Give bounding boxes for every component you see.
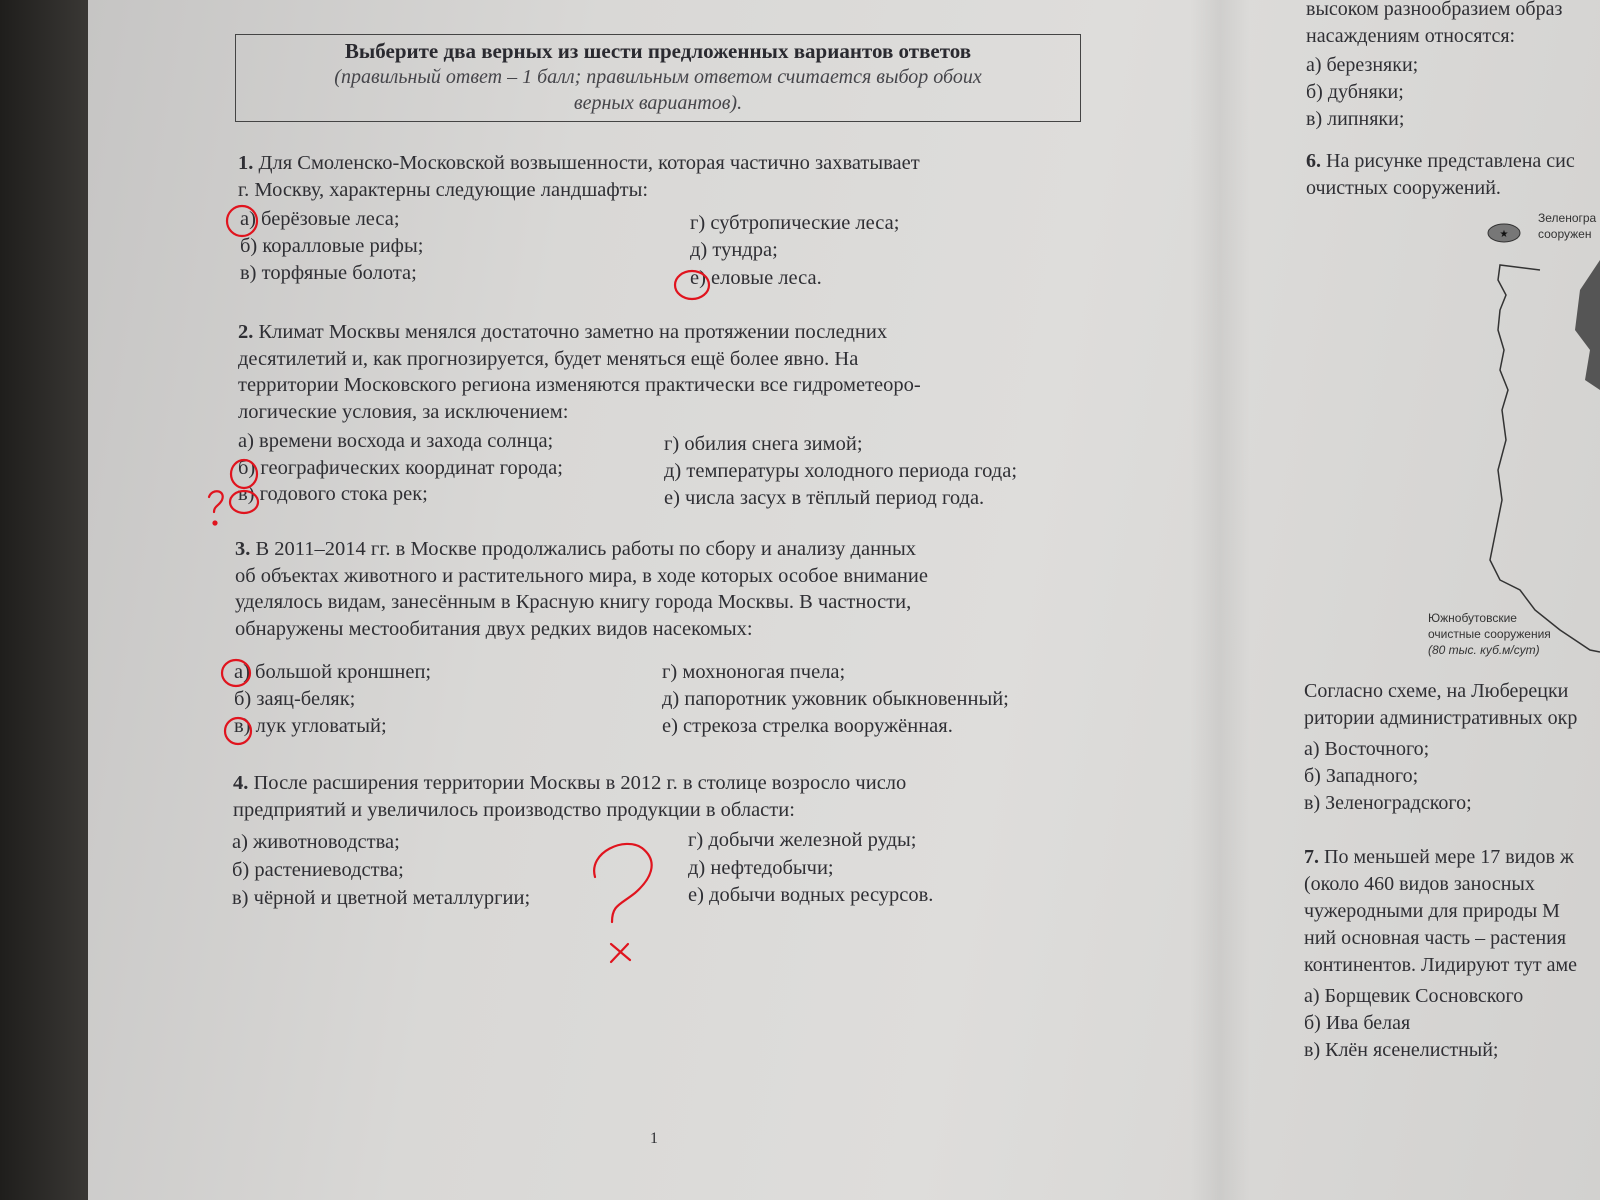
q4-option-d[interactable]: д) нефтедобычи; [688,857,834,879]
right-question-6-options [1304,736,1472,817]
map-shaded-district [1575,260,1600,390]
q2-option-g[interactable]: г) обилия снега зимой; [664,433,863,455]
q1-option-g[interactable]: г) субтропические леса; [690,212,900,234]
q1-option-a[interactable]: а) берёзовые леса; [240,208,400,230]
right-q7-option-b[interactable]: б) Ива белая [1304,1012,1411,1034]
right-question-6-line-1 [1306,148,1575,175]
right-question-6 [1306,148,1575,202]
right-question-7-options [1304,983,1523,1064]
right-question-6-text-1: На рисунке представлена сис [1326,150,1575,172]
right-top-text [1306,0,1562,50]
question-1 [238,150,1073,203]
question-3-text-4: обнаружены местообитания двух редких видов насекомых: [235,617,753,640]
q4-option-e[interactable]: е) добычи водных ресурсов. [688,884,934,906]
right-question-7-text-5: континентов. Лидируют тут аме [1304,954,1577,976]
question-3-text-3: уделялось видам, занесённым в Красную книгу города Москвы. В частности, [235,591,912,613]
instruction-note-line1: (правильный ответ – 1 балл; правильным ответом считается выбор обоих [334,66,982,88]
right-top-line-1: высоком разнообразием образ [1306,0,1563,20]
instruction-note-line2: верных вариантов). [573,92,743,114]
right-q6-after-line-1: Согласно схеме, на Люберецки [1304,680,1569,702]
question-2-text-4: логические условия, за исключением: [238,400,569,423]
right-question-6-number: 6. [1306,150,1321,172]
question-1-number: 1. [238,152,254,174]
right-question-7-line-1 [1304,844,1577,871]
right-top-line-2: насаждениям относятся: [1306,25,1516,47]
question-4-text-2: предприятий и увеличилось производство продукции в области: [233,798,795,821]
question-2-line-1 [238,319,1071,346]
question-3-text-1: В 2011–2014 гг. в Москве продолжались работы по сбору и анализу данных [255,538,917,560]
right-question-7-text-4: ний основная часть – растения [1304,927,1567,949]
treatment-facilities-map [1480,200,1600,660]
right-question-7-text-1: По меньшей мере 17 видов ж [1324,846,1574,868]
map-label-yuzhnobutovo-line-1: Южнобутовские [1428,611,1517,625]
question-4 [233,770,1069,823]
q2-option-b[interactable]: б) географических координат города; [238,457,563,479]
q4-option-g[interactable]: г) добычи железной руды; [688,829,917,851]
question-1-text-1: Для Смоленско-Московской возвышенности, которая частично захватывает [258,152,920,174]
map-label-zelenograd-line-1: Зеленогра [1538,211,1597,225]
q3-option-g[interactable]: г) мохноногая пчела; [662,661,846,683]
facility-star-icon: ★ [1499,229,1509,240]
question-1-line-1 [238,150,1073,177]
right-top-option-v[interactable]: в) липняки; [1306,108,1405,130]
q3-option-v[interactable]: в) лук угловатый; [234,715,387,737]
page-number: 1 [650,1130,658,1147]
q3-option-b[interactable]: б) заяц-беляк; [234,688,356,710]
right-question-7-text-3: чужеродными для природы М [1304,900,1560,922]
question-1-text-2: г. Москву, характерны следующие ландшафты: [238,178,649,201]
map-label-yuzhnobutovo-line-2: очистные сооружения [1428,627,1551,641]
right-q6-option-a[interactable]: а) Восточного; [1304,738,1430,760]
desk-background [0,0,90,1200]
q3-option-a[interactable]: а) большой кроншнеп; [234,661,432,683]
question-3-text-2: об объектах животного и растительного мира, в ходе которых особое внимание [235,564,928,587]
right-q7-option-v[interactable]: в) Клён ясенелистный; [1304,1039,1499,1061]
question-3-number: 3. [235,538,251,560]
right-top-options [1306,52,1418,133]
map-label-zelenograd-line-2: сооружен [1538,227,1592,241]
q4-option-a[interactable]: а) животноводства; [232,831,400,853]
right-q6-after-line-2: ритории административных окр [1304,707,1578,729]
q2-option-a[interactable]: а) времени восхода и захода солнца; [238,430,554,452]
map-label-yuzhnobutovo [1428,610,1551,658]
question-3-line-1 [235,536,1070,563]
question-2-text-2: десятилетий и, как прогнозируется, будет меняться ещё более явно. На [238,347,859,370]
instruction-title: Выберите два верных из шести предложенных вариантов ответов [344,39,972,63]
q4-option-b[interactable]: б) растениеводства; [232,859,404,881]
q1-option-v[interactable]: в) торфяные болота; [240,262,417,284]
q2-option-v[interactable]: в) годового стока рек; [238,483,428,505]
question-2-number: 2. [238,321,254,343]
question-2 [238,319,1071,425]
page-fold-shadow [1190,0,1250,1200]
q3-option-e[interactable]: е) стрекоза стрелка вооружённая. [662,715,953,737]
question-4-text-1: После расширения территории Москвы в 2012 г. в столице возросло число [253,772,907,794]
right-q6-option-b[interactable]: б) Западного; [1304,765,1419,787]
question-4-line-1 [233,770,1069,797]
q1-option-d[interactable]: д) тундра; [690,239,778,261]
right-q7-option-a[interactable]: а) Борщевик Сосновского [1304,985,1524,1007]
q3-option-d[interactable]: д) папоротник ужовник обыкновенный; [662,688,1009,710]
map-label-zelenograd [1538,210,1596,242]
q1-option-e[interactable]: е) еловые леса. [690,267,822,289]
instruction-box [235,34,1081,122]
right-question-6-after [1304,678,1577,732]
right-question-7 [1304,844,1577,979]
question-4-number: 4. [233,772,249,794]
right-top-option-a[interactable]: а) березняки; [1306,54,1419,76]
q2-option-e[interactable]: е) числа засух в тёплый период года. [664,487,985,509]
map-label-yuzhnobutovo-line-3: (80 тыс. куб.м/сут) [1428,643,1540,657]
right-top-option-b[interactable]: б) дубняки; [1306,81,1404,103]
question-2-text-1: Климат Москвы менялся достаточно заметно на протяжении последних [258,321,888,343]
question-2-text-3: территории Московского региона изменяются практически все гидрометеоро- [238,374,921,396]
right-question-7-number: 7. [1304,846,1319,868]
q1-option-b[interactable]: б) коралловые рифы; [240,235,424,257]
right-question-7-text-2: (около 460 видов заносных [1304,873,1535,895]
right-q6-option-v[interactable]: в) Зеленоградского; [1304,792,1472,814]
q2-option-d[interactable]: д) температуры холодного периода года; [664,460,1018,482]
q4-option-v[interactable]: в) чёрной и цветной металлургии; [232,887,531,909]
question-3 [235,536,1070,642]
right-question-6-text-2: очистных сооружений. [1306,177,1501,199]
